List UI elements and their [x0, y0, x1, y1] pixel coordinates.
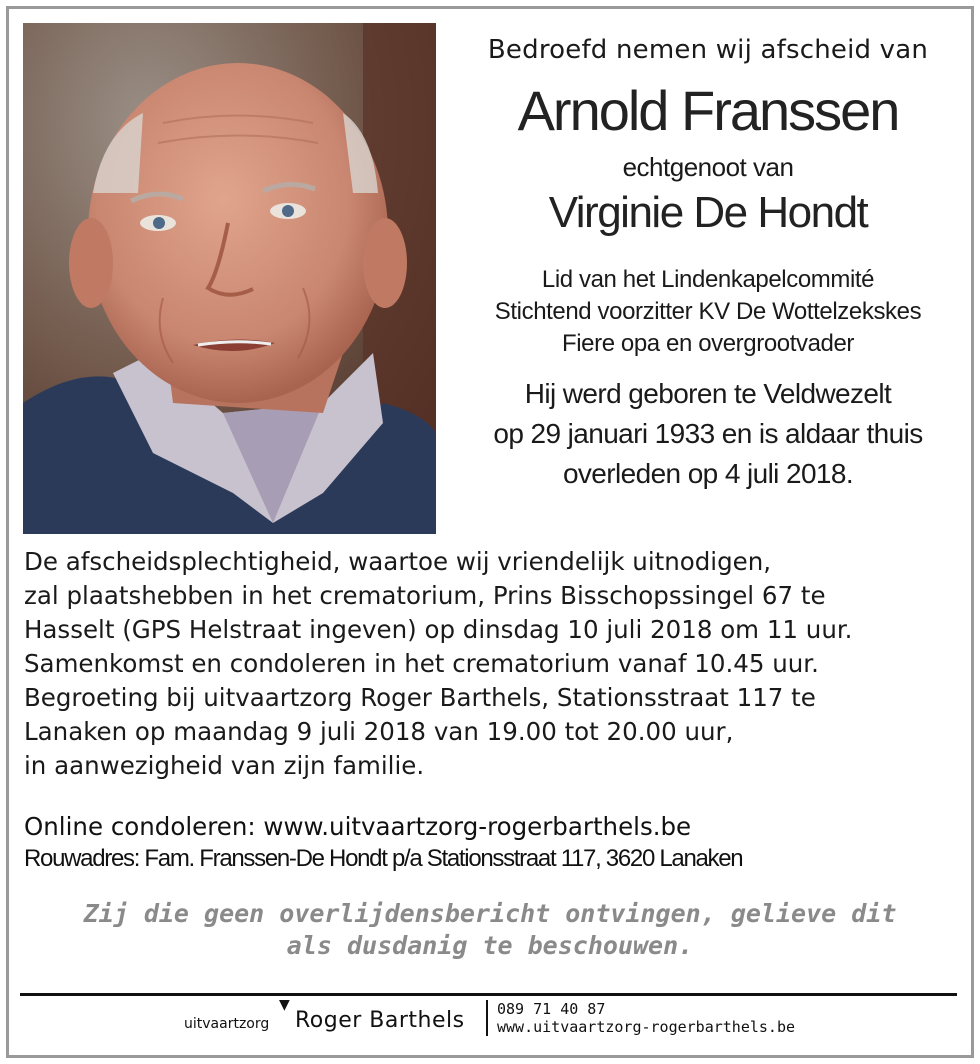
spouse-label: echtgenoot van: [622, 152, 794, 182]
ceremony-line: in aanwezigheid van zijn familie.: [24, 751, 425, 780]
deceased-name: Arnold Franssen: [517, 79, 899, 142]
role-line: Stichtend voorzitter KV De Wottelzekskes: [494, 298, 922, 325]
notice-line: als dusdanig te beschouwen.: [286, 931, 694, 960]
triangle-down-icon: ▼: [279, 997, 290, 1013]
ceremony-line: De afscheidsplechtigheid, waartoe wij vriendelijk uitnodigen,: [24, 547, 772, 576]
role-line: Fiere opa en overgrootvader: [561, 330, 855, 357]
ceremony-line: Samenkomst en condoleren in het crematorium vanaf 10.45 uur.: [24, 649, 819, 678]
footer-prefix: uitvaartzorg: [184, 1016, 270, 1032]
online-condolence: Online condoleren: www.uitvaartzorg-rogerbarthels.be: [24, 812, 692, 841]
spouse-name: Virginie De Hondt: [548, 188, 868, 237]
header-block: [448, 28, 968, 494]
role-line: Lid van het Lindenkapelcommité: [541, 266, 875, 293]
ceremony-line: Hasselt (GPS Helstraat ingeven) op dinsdag 10 juli 2018 om 11 uur.: [24, 615, 853, 644]
footer-divider: [20, 993, 957, 996]
birth-line: op 29 januari 1933 en is aldaar thuis: [493, 418, 923, 449]
footer: [0, 998, 980, 1048]
ceremony-line: Lanaken op maandag 9 juli 2018 van 19.00 tot 20.00 uur,: [24, 717, 734, 746]
footer-website: www.uitvaartzorg-rogerbarthels.be: [497, 1018, 796, 1036]
birth-line: Hij werd geboren te Veldwezelt: [524, 378, 892, 409]
notice-line: Zij die geen overlijdensbericht ontvingen, gelieve dit: [83, 899, 897, 928]
ceremony-line: Begroeting bij uitvaartzorg Roger Barthels, Stationsstraat 117 te: [24, 683, 816, 712]
intro-line: Bedroefd nemen wij afscheid van: [487, 35, 929, 65]
mourning-address: Rouwadres: Fam. Franssen-De Hondt p/a Stationsstraat 117, 3620 Lanaken: [24, 845, 743, 872]
footer-company: Roger Barthels: [295, 1008, 465, 1033]
roles-list: [448, 264, 968, 360]
birth-line: overleden op 4 juli 2018.: [562, 458, 854, 489]
footer-separator: [486, 1000, 488, 1036]
footer-phone: 089 71 40 87: [497, 1000, 606, 1018]
portrait-photo: [23, 23, 436, 534]
ceremony-text: [24, 545, 964, 783]
notice-text: [40, 898, 940, 962]
birth-death-info: [448, 374, 968, 494]
ceremony-line: zal plaatshebben in het crematorium, Prins Bisschopssingel 67 te: [24, 581, 826, 610]
